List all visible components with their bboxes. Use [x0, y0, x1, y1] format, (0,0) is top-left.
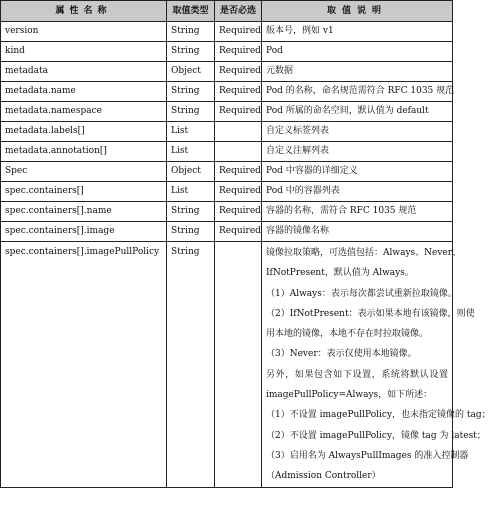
description-line: （3）启用名为 AlwaysPullImages 的准入控制器 [266, 450, 469, 461]
field-description: Pod 中容器的详细定义 [262, 162, 453, 182]
field-name: metadata.name [1, 82, 167, 102]
table-row [1, 62, 453, 82]
header-row [1, 1, 453, 22]
description-line: 用本地的镜像，本地不存在时拉取镜像。 [266, 329, 429, 340]
field-required: Required [215, 22, 262, 42]
description-line: （2）IfNotPresent：表示如果本地有该镜像，则使 [266, 308, 475, 319]
header-required: 是否必选 [215, 1, 262, 22]
table-row [1, 182, 453, 202]
table-row [1, 162, 453, 182]
description-line: （1）Always：表示每次都尝试重新拉取镜像。 [266, 288, 457, 299]
field-name: metadata [1, 62, 167, 82]
field-name: version [1, 22, 167, 42]
field-required: Required [215, 202, 262, 222]
field-description: 容器的镜像名称 [262, 222, 453, 242]
description-line: IfNotPresent，默认值为 Always。 [266, 268, 414, 279]
field-type: List [167, 182, 215, 202]
table-row [1, 102, 453, 122]
field-type: String [167, 22, 215, 42]
description-line: 镜像拉取策略，可选值包括：Always、Never、 [266, 248, 462, 258]
field-description: 元数据 [262, 62, 453, 82]
header-name: 属性名称 [1, 1, 167, 22]
field-type: String [167, 102, 215, 122]
field-name: spec.containers[].imagePullPolicy [1, 242, 167, 488]
field-name: kind [1, 42, 167, 62]
field-description: Pod [262, 42, 453, 62]
description-line: imagePullPolicy=Always，如下所述： [266, 390, 433, 401]
field-name: metadata.namespace [1, 102, 167, 122]
description-line: （Admission Controller） [266, 471, 381, 482]
field-required: Required [215, 222, 262, 242]
table-row [1, 22, 453, 42]
field-type: Object [167, 62, 215, 82]
field-required: Required [215, 182, 262, 202]
field-name: metadata.annotation[] [1, 142, 167, 162]
table-row [1, 142, 453, 162]
field-required: Required [215, 42, 262, 62]
table-row [1, 202, 453, 222]
field-required [215, 242, 262, 488]
field-required: Required [215, 162, 262, 182]
field-description: Pod 中的容器列表 [262, 182, 453, 202]
field-description: 版本号，例如 v1 [262, 22, 453, 42]
table-row-image-pull-policy [1, 242, 453, 488]
field-description: 自定义标签列表 [262, 122, 453, 142]
field-description: 自定义注解列表 [262, 142, 453, 162]
field-required [215, 122, 262, 142]
field-required [215, 142, 262, 162]
field-type: String [167, 222, 215, 242]
header-description: 取值说明 [262, 1, 453, 22]
table-row [1, 122, 453, 142]
field-type: String [167, 202, 215, 222]
description-line: （2）不设置 imagePullPolicy，镜像 tag 为 latest； [266, 430, 486, 441]
field-description [262, 242, 491, 488]
header-type: 取值类型 [167, 1, 215, 22]
field-type: String [167, 82, 215, 102]
field-type: Object [167, 162, 215, 182]
field-type: String [167, 42, 215, 62]
field-required: Required [215, 82, 262, 102]
table-row [1, 222, 453, 242]
field-name: spec.containers[] [1, 182, 167, 202]
field-name: metadata.labels[] [1, 122, 167, 142]
table-row [1, 82, 453, 102]
field-required: Required [215, 102, 262, 122]
field-type: String [167, 242, 215, 488]
description-line: （1）不设置 imagePullPolicy，也未指定镜像的 tag； [266, 410, 491, 421]
description-line: （3）Never：表示仅使用本地镜像。 [266, 349, 417, 360]
field-name: spec.containers[].image [1, 222, 167, 242]
field-required: Required [215, 62, 262, 82]
field-name: spec.containers[].name [1, 202, 167, 222]
field-type: List [167, 122, 215, 142]
description-line: 另外，如果包含如下设置，系统将默认设置 [266, 369, 448, 380]
field-name: Spec [1, 162, 167, 182]
table-row [1, 42, 453, 62]
field-type: List [167, 142, 215, 162]
field-description: 容器的名称，需符合 RFC 1035 规范 [262, 202, 453, 222]
field-description: Pod 所属的命名空间，默认值为 default [262, 102, 453, 122]
description-lines [266, 242, 491, 487]
field-description: Pod 的名称，命名规范需符合 RFC 1035 规范 [262, 82, 453, 102]
